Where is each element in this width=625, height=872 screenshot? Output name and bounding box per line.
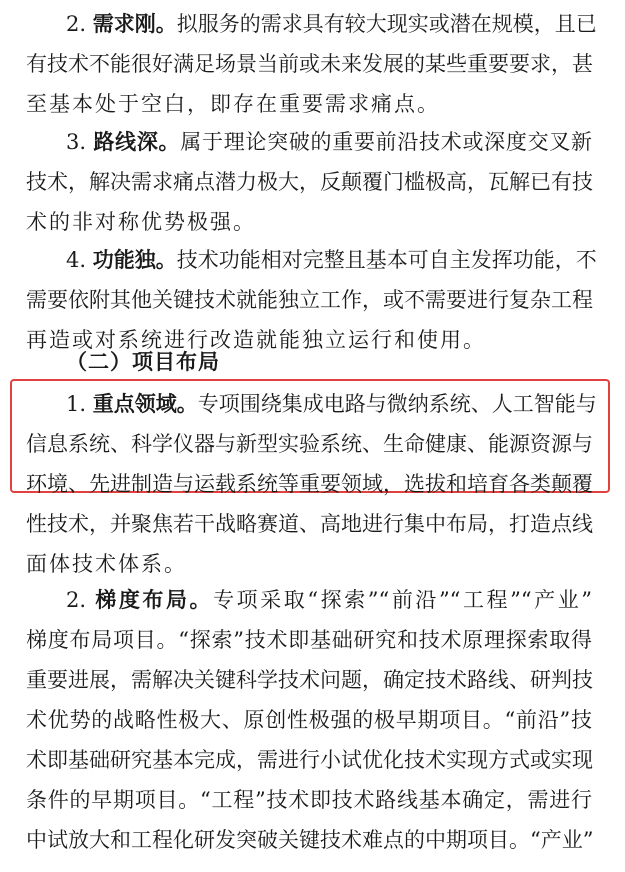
item-number: 3. (66, 130, 87, 154)
item-number: 4. (66, 248, 87, 272)
item-keyword: 功能独。 (92, 248, 177, 272)
paragraph-line: 有技术不能很好满足场景当前或未来发展的某些重要要求，甚 (26, 52, 593, 76)
paragraph-text: 技术功能相对完整且基本可自主发挥功能，不 (176, 248, 597, 272)
paragraph-text: 专项采取“探索”“前沿”“工程”“产业” (213, 588, 592, 612)
paragraph-line: 术即基础研究基本完成，需进行小试优化技术实现方式或实现 (26, 748, 593, 772)
paragraph-line (66, 240, 597, 280)
item-keyword: 重点领域。 (92, 392, 198, 416)
paragraph-line: 术优势的战略性极大、原创性极强的极早期项目。“前沿”技 (26, 708, 592, 732)
paragraph-line: 重要进展，需解决关键科学技术问题，确定技术路线、研判技 (26, 668, 593, 692)
item-number: 2. (66, 588, 87, 612)
paragraph-line: 条件的早期项目。“工程”技术即技术路线基本确定，需进行 (26, 788, 592, 812)
section-heading: （二）项目布局 (66, 350, 220, 374)
paragraph-line: 环境、先进制造与运载系统等重要领域，选拔和培育各类颠覆 (26, 472, 593, 496)
paragraph-line (66, 580, 592, 620)
paragraph-line: 梯度布局项目。“探索”技术即基础研究和技术原理探索取得 (26, 628, 592, 652)
paragraph-text: 属于理论突破的重要前沿技术或深度交叉新 (180, 130, 593, 154)
paragraph-line: 术的非对称优势极强。 (26, 210, 256, 234)
paragraph-line (66, 384, 597, 424)
paragraph-line (66, 122, 592, 162)
item-number: 1. (66, 392, 87, 416)
paragraph-line: 再造或对系统进行改造就能独立运行和使用。 (26, 328, 486, 352)
item-keyword: 梯度布局。 (95, 588, 214, 612)
paragraph-line: 至基本处于空白，即存在重要需求痛点。 (26, 92, 440, 116)
paragraph-line: 信息系统、科学仪器与新型实验系统、生命健康、能源资源与 (26, 432, 593, 456)
paragraph-line (66, 4, 597, 44)
paragraph-line: 面体技术体系。 (26, 552, 187, 576)
paragraph-text: 专项围绕集成电路与微纳系统、人工智能与 (197, 392, 597, 416)
paragraph-line: 中试放大和工程化研发突破关键技术难点的中期项目。“产业” (26, 828, 594, 852)
item-keyword: 路线深。 (93, 130, 181, 154)
paragraph-text: 拟服务的需求具有较大现实或潜在规模，且已 (176, 12, 597, 36)
item-number: 2. (66, 12, 87, 36)
paragraph-line: 技术，解决需求痛点潜力极大，反颠覆门槛极高，瓦解已有技 (26, 170, 593, 194)
item-keyword: 需求刚。 (92, 12, 177, 36)
paragraph-line: 需要依附其他关键技术就能独立工作，或不需要进行复杂工程 (26, 288, 593, 312)
paragraph-line: 性技术，并聚焦若干战略赛道、高地进行集中布局，打造点线 (26, 512, 593, 536)
